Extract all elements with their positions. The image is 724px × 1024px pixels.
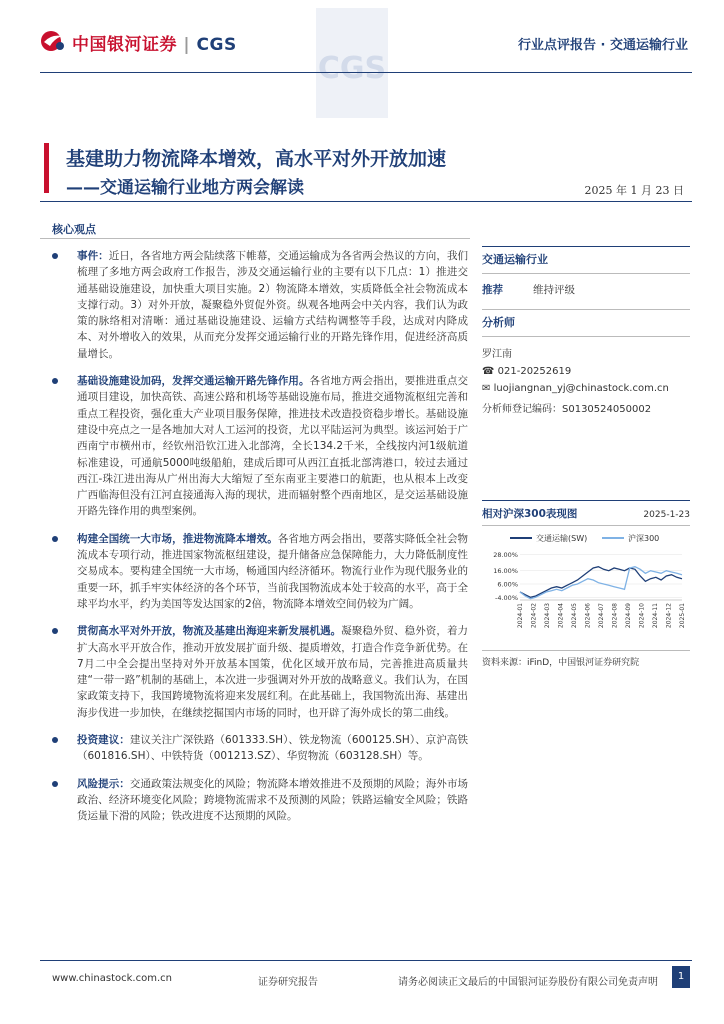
legend-label: 沪深300 [628,534,660,543]
bullet-text: 交通政策法规变化的风险；物流降本增效推进不及预期的风险；海外市场政治、经济环境变化风险；跨境物流需求不及预测的风险；铁路运输安全风险；铁路货运量下滑的风险；铁改进度不达预期的风险。 [77,777,469,823]
chart-date: 2025-1-23 [643,510,690,520]
bullet-dot-icon [52,378,58,384]
title-divider [40,201,692,202]
bullet-dot-icon [52,253,58,259]
analyst-name: 罗江南 [482,349,512,360]
brand-cgs: CGS [196,35,237,55]
x-tick-label: 2024-02 [530,603,538,629]
chart-source: 资料来源：iFinD，中国银河证券研究院 [482,658,640,668]
x-tick-label: 2024-12 [665,603,673,629]
analyst-cert: 分析师登记编码：S0130524050002 [482,404,652,415]
bullet-text: 近日，各省地方两会陆续落下帷幕，交通运输成为各省两会热议的方向，我们梳理了多地方两会政府工作报告，涉及交通运输行业的主要有以下几点：1）推进交通基础设施建设，加快重大项目实施。2）物流降本增效，实质降低全社会物流成本支撑行动。3）对外开放，凝聚稳外贸促外资。纵观各地两会中关内容，我们认为政策的脉络相对清晰：通过基础设施建设、运输方式结构调整等手段，达成对内降成本、对外增收入的效果，从而充分发挥交通运输行业的开路先锋作用，促进经济高质量增长。 [77,250,469,360]
rating-row [482,274,690,303]
x-tick-label: 2024-09 [625,603,632,629]
y-tick-label: -4.00% [495,593,518,602]
bullet-dot-icon [52,628,58,634]
x-tick-label: 2024-08 [611,603,619,629]
bullet-lead: 基础设施建设加码，发挥交通运输开路先锋作用。 [77,375,310,388]
bullet-text: 各省地方两会指出，要落实降低全社会物流成本专项行动，推进国家物流枢纽建设，提升储备应急保障能力，大力降低制度性交易成本。要构建全国统一大市场，畅通国内经济循环。物流行业作为现代服务业的重要一环，抓手牢实体经济的各个环节，当前我国物流成本处于较高的水平，高于全球平均水平，约为美国等发达国家的2倍，物流降本增效空间仍较为广阔。 [77,532,469,610]
brand-cn: 中国银河证券 [72,35,177,55]
x-tick-label: 2024-04 [557,603,565,629]
core-viewpoint-list [52,248,468,836]
email-address: luojiangnan_yj@chinastock.com.cn [493,383,669,394]
title-accent-bar [44,143,49,193]
x-tick-label: 2024-06 [584,603,592,629]
x-tick-label: 2024-11 [652,603,659,629]
phone-number: 021-20252619 [497,366,572,377]
core-viewpoint-heading: 核心观点 [52,223,96,236]
footer-disclaimer: 请务必阅读正文最后的中国银河证券股份有限公司免责声明 [398,977,658,988]
bullet-risk [52,776,468,825]
cgs-watermark-icon [316,8,388,118]
footer-divider [40,960,692,961]
report-type: 行业点评报告 · 交通运输行业 [518,38,688,53]
analyst-heading: 分析师 [482,316,515,329]
bullet-dot-icon [52,737,58,743]
bullet-event [52,248,468,362]
rating-label: 推荐 [482,284,503,296]
bullet-text: 各省地方两会指出，要推进重点交通项目建设，加快高铁、高速公路和机场等基础设施布局，推进交通物流枢纽完善和重点工程投资，强化重大产业项目服务保障，推进技术改造投资稳步增长。基础设施建设中亮点之一是各地加大对人工运河的投资，尤以平陆运河为典型。该运河始于广西南宁市横州市，经钦州沿钦江进入北部湾，全长134.2千米，全线按内河1级航道标准建设，可通航5000吨级船舶，建成后即可从西江直抵北部湾港口，较过去通过西江-珠江进出海从广州出海大大缩短了至东南亚主要港口的航距，也从根本上改变广西临海但没有江河直接通海入海的现状，进而辐射整个西南地区，是交运基础设施开路先锋作用的典型案例。 [77,375,469,518]
x-tick-label: 2024-01 [517,603,524,629]
report-title: 基建助力物流降本增效，高水平对外开放加速 [66,148,447,170]
x-tick-label: 2024-10 [638,603,646,629]
relative-performance-chart [482,526,690,646]
bullet-text: 建议关注广深铁路（601333.SH）、铁龙物流（600125.SH）、京沪高铁（601816.SH）、中铁特货（001213.SZ）、华贸物流（603128.SH）等。 [77,734,469,763]
footer-website[interactable]: www.chinastock.com.cn [52,973,172,984]
x-tick-label: 2024-03 [544,603,551,629]
series-line [520,567,682,599]
watermark-text: CGS [317,51,387,86]
chart-header [482,501,690,525]
phone-icon: ☎ [482,366,498,377]
analyst-email [482,380,690,397]
bullet-lead: 投资建议： [77,734,130,747]
x-tick-label: 2024-07 [598,603,605,629]
x-tick-label: 2025-01 [679,603,686,629]
bullet-lead: 风险提示： [77,777,130,790]
bullet-unified-market [52,531,468,612]
core-divider [40,238,470,239]
bullet-lead: 贯彻高水平对外开放，物流及基建出海迎来新发展机遇。 [77,625,342,638]
header-divider [40,72,692,73]
brand-name: 中国银河证券 | CGS [72,35,237,55]
legend-label: 交通运输(SW) [536,534,588,543]
industry-name: 交通运输行业 [482,253,548,266]
bullet-investment [52,732,468,765]
bullet-dot-icon [52,536,58,542]
report-date: 2025 年 1 月 23 日 [584,184,684,197]
footer-label: 证券研究报告 [258,977,318,988]
bullet-opening-up [52,623,468,721]
bullet-lead: 构建全国统一大市场，推进物流降本增效。 [77,532,278,545]
chart-title: 相对沪深300表现图 [482,508,578,520]
bullet-lead: 事件： [77,250,109,262]
email-icon: ✉ [482,383,494,394]
report-subtitle: ——交通运输行业地方两会解读 [66,178,304,198]
cgs-logo-icon [40,30,66,52]
x-tick-label: 2024-05 [571,603,578,629]
y-tick-label: 16.00% [493,567,518,576]
y-tick-label: 6.00% [497,580,518,589]
rating-value: 维持评级 [533,284,575,296]
bullet-dot-icon [52,781,58,787]
sidebar [482,246,690,668]
analyst-phone [482,363,690,380]
bullet-infrastructure [52,373,468,520]
bullet-text: 凝聚稳外贸、稳外资，着力扩大高水平开放合作，推动开放发展扩面升级、提质增效，打造合作竞争新优势。在7月二中全会提出坚持对外开放基本国策，优化区域开放布局，完善推进高质量共建“一带一路”机制的基础上，本次进一步强调对外开放的战略意义。我们认为，在国家政策支持下，我国跨境物流将迎来发展红利。在此基础上，我国物流出海、基建出海步伐进一步加快，在继续挖掘国内市场的同时，也开辟了海外成长的第二曲线。 [77,625,469,719]
y-tick-label: 28.00% [493,551,518,560]
page-number: 1 [672,966,690,988]
